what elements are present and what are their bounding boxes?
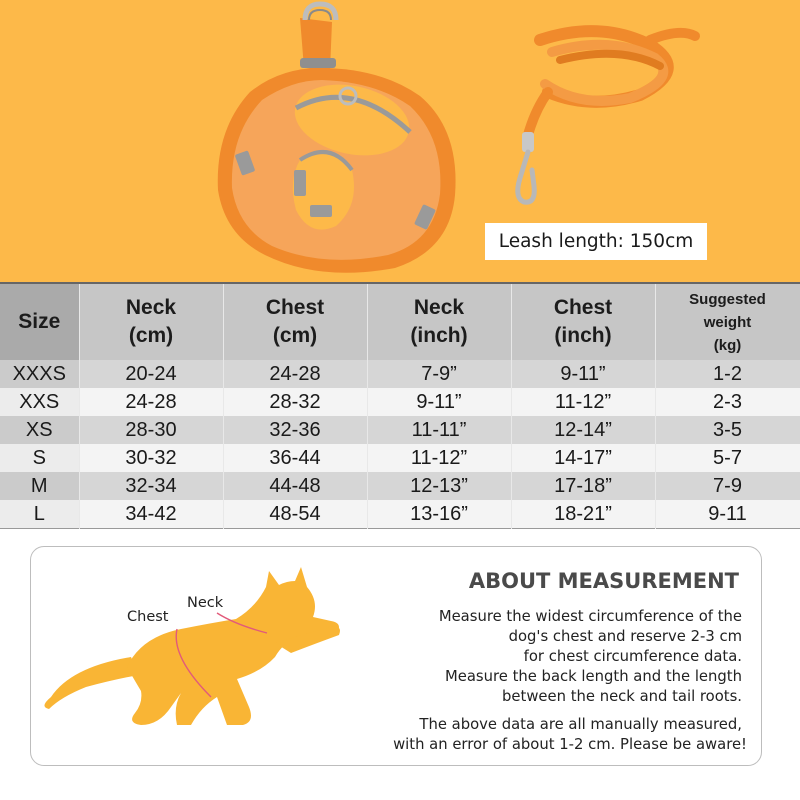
cell-size: XXXS bbox=[0, 360, 79, 388]
neck-label: Neck bbox=[187, 595, 224, 611]
cell-neck-inch: 11-12” bbox=[367, 444, 511, 472]
measurement-text-line: between the neck and tail roots. bbox=[502, 688, 742, 705]
measurement-disclaimer-line: The above data are all manually measured, bbox=[419, 716, 742, 733]
cell-neck-inch: 9-11” bbox=[367, 388, 511, 416]
header-size: Size bbox=[0, 283, 79, 360]
cell-chest-cm: 44-48 bbox=[223, 472, 367, 500]
table-row bbox=[0, 360, 800, 388]
cell-neck-cm: 32-34 bbox=[79, 472, 223, 500]
measurement-title: ABOUT MEASUREMENT bbox=[468, 569, 739, 593]
cell-neck-inch: 13-16” bbox=[367, 500, 511, 529]
leash-length-label: Leash length: 150cm bbox=[485, 223, 707, 260]
chest-label: Chest bbox=[127, 609, 169, 625]
cell-neck-cm: 30-32 bbox=[79, 444, 223, 472]
leash-image bbox=[518, 31, 695, 202]
cell-weight: 1-2 bbox=[655, 360, 800, 388]
table-header-row bbox=[0, 283, 800, 360]
measurement-text-line: for chest circumference data. bbox=[523, 648, 742, 665]
cell-chest-cm: 24-28 bbox=[223, 360, 367, 388]
cell-weight: 3-5 bbox=[655, 416, 800, 444]
cell-weight: 9-11 bbox=[655, 500, 800, 529]
cell-chest-inch: 18-21” bbox=[511, 500, 655, 529]
header-neck-inch: Neck (inch) bbox=[367, 283, 511, 360]
cell-weight: 7-9 bbox=[655, 472, 800, 500]
harness-image bbox=[218, 4, 456, 273]
cell-chest-cm: 36-44 bbox=[223, 444, 367, 472]
table-row bbox=[0, 444, 800, 472]
header-chest-cm: Chest (cm) bbox=[223, 283, 367, 360]
cell-weight: 5-7 bbox=[655, 444, 800, 472]
cell-chest-inch: 17-18” bbox=[511, 472, 655, 500]
cell-neck-inch: 11-11” bbox=[367, 416, 511, 444]
cell-chest-inch: 9-11” bbox=[511, 360, 655, 388]
cell-size: XXS bbox=[0, 388, 79, 416]
cell-chest-inch: 14-17” bbox=[511, 444, 655, 472]
measurement-disclaimer-line: with an error of about 1-2 cm. Please be aware! bbox=[393, 736, 747, 753]
header-suggested-weight: Suggested weight (kg) bbox=[655, 283, 800, 360]
cell-chest-cm: 32-36 bbox=[223, 416, 367, 444]
table-row bbox=[0, 472, 800, 500]
cell-chest-cm: 48-54 bbox=[223, 500, 367, 529]
measurement-guide-panel bbox=[30, 546, 762, 766]
cell-chest-cm: 28-32 bbox=[223, 388, 367, 416]
cell-size: XS bbox=[0, 416, 79, 444]
header-chest-inch: Chest (inch) bbox=[511, 283, 655, 360]
cell-chest-inch: 12-14” bbox=[511, 416, 655, 444]
measurement-text-line: dog's chest and reserve 2-3 cm bbox=[508, 628, 742, 645]
cell-chest-inch: 11-12” bbox=[511, 388, 655, 416]
cell-neck-cm: 28-30 bbox=[79, 416, 223, 444]
cell-neck-cm: 34-42 bbox=[79, 500, 223, 529]
table-row bbox=[0, 500, 800, 529]
cell-neck-inch: 12-13” bbox=[367, 472, 511, 500]
table-row bbox=[0, 388, 800, 416]
cell-size: S bbox=[0, 444, 79, 472]
size-chart-table bbox=[0, 282, 800, 529]
cell-neck-inch: 7-9” bbox=[367, 360, 511, 388]
cell-weight: 2-3 bbox=[655, 388, 800, 416]
header-neck-cm: Neck (cm) bbox=[79, 283, 223, 360]
product-photo-area bbox=[0, 0, 800, 282]
cell-size: M bbox=[0, 472, 79, 500]
table-row bbox=[0, 416, 800, 444]
cell-neck-cm: 20-24 bbox=[79, 360, 223, 388]
measurement-text-line: Measure the back length and the length bbox=[444, 668, 742, 685]
cell-neck-cm: 24-28 bbox=[79, 388, 223, 416]
measurement-text-line: Measure the widest circumference of the bbox=[438, 608, 742, 625]
cell-size: L bbox=[0, 500, 79, 529]
